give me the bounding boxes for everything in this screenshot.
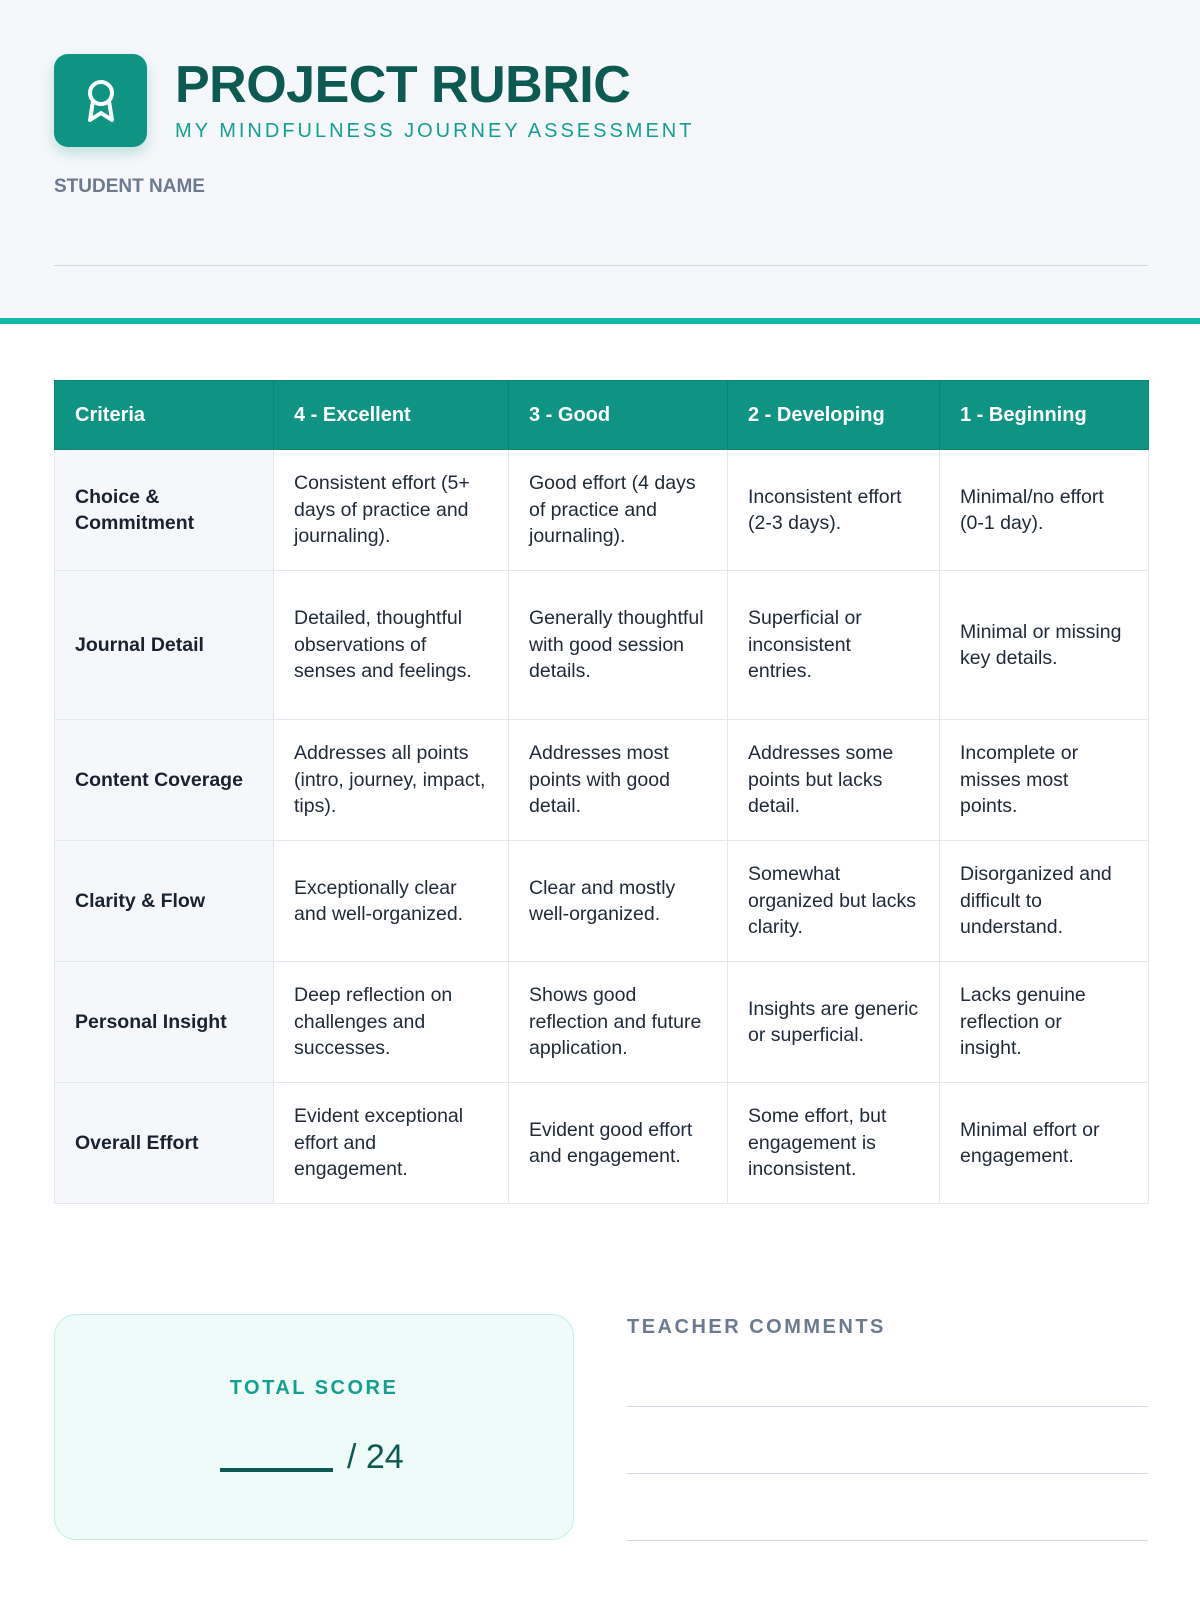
- criteria-cell: Personal Insight: [55, 962, 274, 1083]
- header-excellent: 4 - Excellent: [274, 381, 509, 450]
- comment-line[interactable]: [627, 1473, 1148, 1474]
- rubric-table: [54, 380, 1149, 1204]
- developing-cell: Somewhat organized but lacks clarity.: [728, 841, 940, 962]
- good-cell: Good effort (4 days of practice and journaling).: [509, 450, 728, 571]
- rubric-row: [55, 571, 1149, 720]
- page-subtitle: MY MINDFULNESS JOURNEY ASSESSMENT: [175, 120, 695, 142]
- total-score-field[interactable]: [220, 1468, 333, 1472]
- beginning-cell: Disorganized and difficult to understand.: [940, 841, 1149, 962]
- comment-line[interactable]: [627, 1406, 1148, 1407]
- excellent-cell: Consistent effort (5+ days of practice and journaling).: [274, 450, 509, 571]
- criteria-cell: Clarity & Flow: [55, 841, 274, 962]
- excellent-cell: Exceptionally clear and well-organized.: [274, 841, 509, 962]
- beginning-cell: Lacks genuine reflection or insight.: [940, 962, 1149, 1083]
- comment-line[interactable]: [627, 1540, 1148, 1541]
- student-name-field[interactable]: [54, 265, 1148, 266]
- rubric-row: [55, 450, 1149, 571]
- criteria-cell: Content Coverage: [55, 720, 274, 841]
- beginning-cell: Minimal effort or engagement.: [940, 1083, 1149, 1204]
- developing-cell: Some effort, but engagement is inconsistent.: [728, 1083, 940, 1204]
- excellent-cell: Evident exceptional effort and engagement.: [274, 1083, 509, 1204]
- good-cell: Evident good effort and engagement.: [509, 1083, 728, 1204]
- rubric-row: [55, 841, 1149, 962]
- header-beginning: 1 - Beginning: [940, 381, 1149, 450]
- developing-cell: Superficial or inconsistent entries.: [728, 571, 940, 720]
- logo-badge: [54, 54, 147, 147]
- rubric-row: [55, 962, 1149, 1083]
- header-criteria: Criteria: [55, 381, 274, 450]
- excellent-cell: Deep reflection on challenges and successes.: [274, 962, 509, 1083]
- header-good: 3 - Good: [509, 381, 728, 450]
- good-cell: Clear and mostly well-organized.: [509, 841, 728, 962]
- developing-cell: Insights are generic or superficial.: [728, 962, 940, 1083]
- rubric-row: [55, 720, 1149, 841]
- total-score-box: [54, 1314, 574, 1540]
- criteria-cell: Choice & Commitment: [55, 450, 274, 571]
- page-title: PROJECT RUBRIC: [175, 56, 631, 114]
- criteria-cell: Journal Detail: [55, 571, 274, 720]
- header-developing: 2 - Developing: [728, 381, 940, 450]
- beginning-cell: Minimal/no effort (0-1 day).: [940, 450, 1149, 571]
- criteria-cell: Overall Effort: [55, 1083, 274, 1204]
- teacher-comments-label: TEACHER COMMENTS: [627, 1316, 886, 1338]
- excellent-cell: Addresses all points (intro, journey, impact, tips).: [274, 720, 509, 841]
- rubric-row: [55, 1083, 1149, 1204]
- good-cell: Addresses most points with good detail.: [509, 720, 728, 841]
- beginning-cell: Incomplete or misses most points.: [940, 720, 1149, 841]
- header: [0, 0, 1200, 324]
- good-cell: Generally thoughtful with good session details.: [509, 571, 728, 720]
- developing-cell: Addresses some points but lacks detail.: [728, 720, 940, 841]
- total-score-label: TOTAL SCORE: [229, 1377, 399, 1399]
- good-cell: Shows good reflection and future application.: [509, 962, 728, 1083]
- award-ribbon-icon: [79, 76, 123, 126]
- developing-cell: Inconsistent effort (2-3 days).: [728, 450, 940, 571]
- excellent-cell: Detailed, thoughtful observations of senses and feelings.: [274, 571, 509, 720]
- beginning-cell: Minimal or missing key details.: [940, 571, 1149, 720]
- total-score-max: / 24: [347, 1438, 404, 1476]
- rubric-header-row: [55, 381, 1149, 450]
- student-name-label: STUDENT NAME: [54, 176, 205, 197]
